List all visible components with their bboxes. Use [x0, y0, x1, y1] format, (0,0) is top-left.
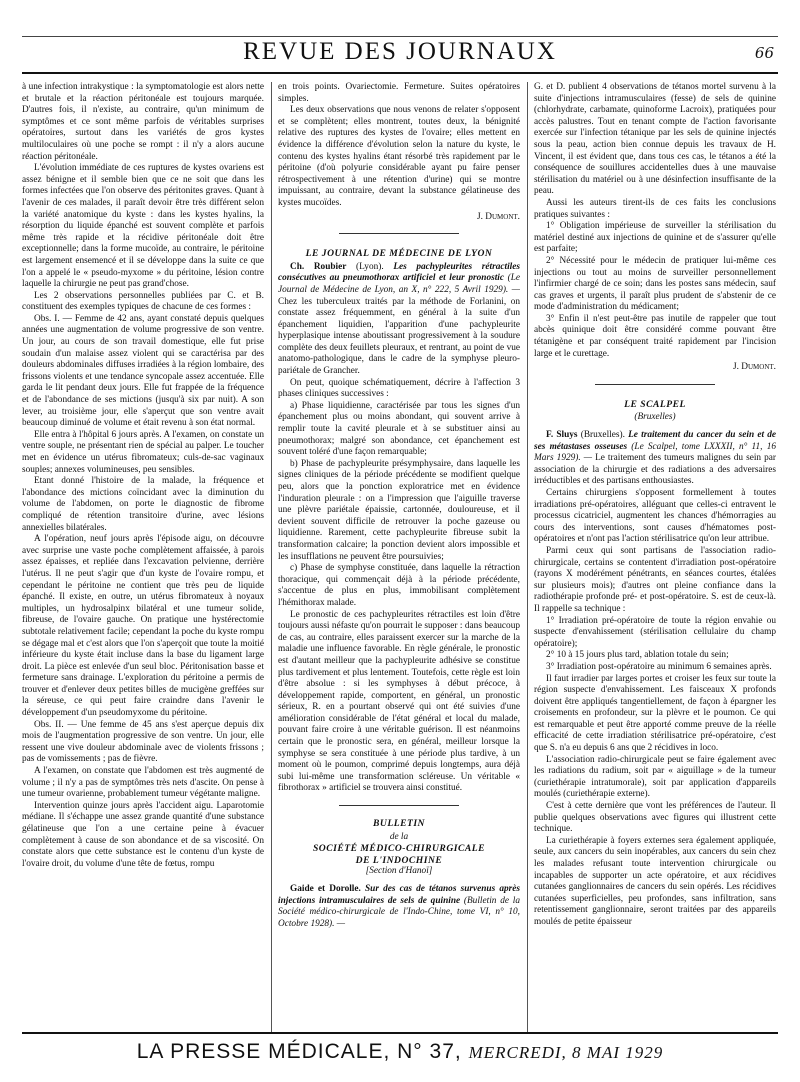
article-author: F. Sluys [546, 430, 578, 441]
paragraph: Certains chirurgiens s'opposent formellement à toutes irradiations pré-opératoires, alléguant que celles-ci entravent le processus cicatriciel, augmentent les chances d'hémorragies au cours des interventions, sont causes d'hématomes post-opératoires et n'ont pas l'action stérilisatrice qu'on leur attribue. [534, 488, 776, 545]
running-title: REVUE DES JOURNAUX [243, 38, 557, 65]
article-columns [22, 82, 778, 1032]
paragraph: Aussi les auteurs tirent-ils de ces faits les conclusions pratiques suivantes : [534, 197, 776, 220]
list-item: 1° Irradiation pré-opératoire de toute la région envahie ou suspecte d'envahissement (stérilisation cellulaire du champ opératoire); [534, 615, 776, 649]
paragraph: Les 2 observations personnelles publiées par C. et B. constituent des exemples typiques de chacune de ces formes : [22, 290, 264, 313]
section-rule [595, 384, 715, 385]
paragraph: Intervention quinze jours après l'accident aigu. Laparotomie médiane. Il s'échappe une assez grande quantité d'une substance gélatineuse que l'on a une certaine peine à évacuer complètement à cause de son abondance et de sa viscosité. On constate alors que cette substance est le contenu d'un kyste de l'ovaire droit, du volume d'une tête de fœtus, rompu [22, 800, 264, 869]
section-rule [339, 805, 459, 806]
paragraph: c) Phase de symphyse constituée, dans laquelle la rétraction thoracique, qui commençait déjà à la période précédente, s'accentue de plus en plus, immobilisant complètement l'hémithorax malade. [278, 563, 520, 608]
column-divider [527, 82, 528, 1032]
article-abstract [534, 430, 776, 488]
section-title-line: de la [389, 831, 409, 842]
article-title: Sur des cas de tétanos survenus après injections intramusculaires de sels de quinine [278, 884, 520, 906]
list-item: 1° Obligation impérieuse de surveiller la stérilisation du matériel destiné aux injections de quinine et de s'assurer qu'elle est parfaite; [534, 221, 776, 255]
paragraph: G. et D. publient 4 observations de tétanos mortel survenu à la suite d'injections intramusculaires (fesse) de sels de quinine (chlorhydrate, carbamate, quinoforme Lacroix), pratiquées pour accès palustres. Tout en tenant compte de l'action favorisante exercée sur l'infection tétanique par les sels de quinine injectés sous la peau, action bien connue depuis les travaux de H. Vincent, il est évident que, dans tous ces cas, le tétanos a été la conséquence de souillures accidentelles dues à une mauvaise stérilisation du matériel ou à une désinfection insuffisante de la peau. [534, 82, 776, 197]
issue-date: MERCREDI, 8 MAI 1929 [468, 1043, 664, 1062]
article-author: Gaide et Dorolle. [290, 884, 361, 894]
list-item: 3° Enfin il n'est peut-être pas inutile de rappeler que tout abcès quinique doit être considéré comme pouvant être tétanigène et par conséquent traité rapidement par l'incision large et le curettage. [534, 313, 776, 359]
page-footer [22, 1032, 778, 1068]
column-3 [534, 82, 776, 1032]
paragraph: Il faut irradier par larges portes et croiser les feux sur toute la région suspecte d'envahissement. Les faisceaux X profonds doivent être appliqués tangentiellement, de façon à épargner les croisements en profondeur, sur la plèvre et le poumon. Ce qui est remarquable et peut être apporté comme preuve de la réelle efficacité de cette irradiation stérilisatrice pré-opératoire, c'est que S. n'a eu depuis 6 ans que 2 récidives in loco. [534, 673, 776, 754]
article-author: Ch. Roubier [290, 261, 347, 272]
section-title: LE SCALPEL [624, 398, 686, 410]
signature: J. Dumont. [733, 362, 776, 373]
paragraph: A l'examen, on constate que l'abdomen est très augmenté de volume ; il n'y a pas de symptômes très nets d'ascite. On pense à une tumeur ovarienne, probablement tumeur végétante maligne. [22, 766, 264, 800]
paragraph: Obs. I. — Femme de 42 ans, ayant constaté depuis quelques années une augmentation de volume progressive de son ventre. Un jour, au cours de son travail domestique, elle fut prise soudain d'un malaise assez violent qui se caractérisa par des douleurs abdominales diffuses irradiées à la région lombaire, des frissons violents et une tendance syncopale assez accentuée. Elle garda le lit pendant deux jours. Elle fut frappée de la fréquence et de l'abondance de ses mictions (jusqu'à six par nuit). A son lever, au troisième jour, elle s'aperçut que son ventre avait beaucoup diminué de volume et était revenu à son état normal. [22, 313, 264, 429]
article-location: (Bruxelles). [577, 430, 629, 441]
paragraph: b) Phase de pachypleurite présymphysaire, dans laquelle les signes cliniques de la période précédente se modifient quelque peu, alors que la ponction exploratrice met en évidence l'induration pleurale : on a l'impression que l'aiguille traverse une plèvre pariétale épaissie, cartonnée, douloureuse, et il devient souvent difficile de retrouver la poche gazeuse ou liquidienne. Rarement, cette pachypleurite fibreuse subit la transformation calcaire; la ponction devient alors impossible et les insufflations ne peuvent être poursuivies; [278, 458, 520, 562]
article-text: Le traitement des tumeurs malignes du sein par association de la chirurgie et des radiations a des adversaires irréductibles et des partisans enthousiastes. [534, 453, 776, 487]
paragraph: L'évolution immédiate de ces ruptures de kystes ovariens est assez bénigne et il semble bien que ce ne soit que dans les formes infectées que l'on observe des péritonites graves. Quant à l'avenir de ces malades, il paraît devoir être très différent selon la variété anatomique du kyste : dans les kystes hyalins, la résorption du liquide épanché est souvent complète et parfois même très rapide et la récidive péritonéale doit être exceptionnelle; dans la forme mucoïde, au contraire, le péritoine est largement ensemencé et il se développe dans la suite ce que l'on a appelé le « pseudo-myxome » du péritoine, lésion contre laquelle la chirurgie ne peut pas grand'chose. [22, 163, 264, 290]
paragraph: Les deux observations que nous venons de relater s'opposent et se complètent; elles montrent, toutes deux, la bénignité relative des ruptures des kystes de l'ovaire; elles mettent en évidence la différence d'évolution selon la nature du kyste, le contenu des kystes hyalins étant résorbé très rapidement par le péritoine (d'où polyurie considérable ayant pu faire penser rétrospectivement à une rétention d'urine) qui se montre impuissant, au contraire, devant la substance gélatineuse des kystes mucoïdes. [278, 105, 520, 208]
paragraph: L'association radio-chirurgicale peut se faire également avec les radiations du radium, soit par « aiguillage » de la tumeur (curiethérapie intratumorale), soit par application d'appareils moulés (curiethérapie externe). [534, 754, 776, 800]
paragraph: à une infection intrakystique : la symptomatologie est alors nette et brutale et la réaction péritonéale est toujours marquée. D'autres fois, il n'existe, au contraire, qu'un minimum de symptômes et ce sont même parfois de véritables surprises opératoires, surtout dans les variétés de gros kystes multiloculaires où une poche se rompt : il n'y a alors aucune réaction péritonéale. [22, 82, 264, 162]
paragraph: Etant donné l'histoire de la malade, la fréquence et l'abondance des mictions coïncidant avec la diminution du volume de l'abdomen, on porte le diagnostic de fibrome compliqué de rétention transitoire d'urine, avec lésions annexielles bilatérales. [22, 476, 264, 533]
column-1 [22, 82, 264, 1032]
paragraph: Obs. II. — Une femme de 45 ans s'est aperçue depuis dix mois de l'augmentation progressive de son ventre. Un jour, elle ressent une vive douleur abdominale avec de violents frissons ; pas de vomissements ; pas de fièvre. [22, 719, 264, 765]
paragraph: La curiethérapie à foyers externes sera également appliquée, seule, aux cancers du sein inopérables, aux cancers du sein chez les malades refusant toute intervention chirurgicale ou incapables de supporter un acte opératoire, et aux récidives cutanées ganglionnaires de cancers du sein opérés. Les récidives cutanées superficielles, peu profondes, sans infiltration, sans retentissement ganglionnaire, seront traitées par des appareils moulés de petite épaisseur [534, 835, 776, 927]
section-title-line: DE L'INDOCHINE [355, 854, 443, 866]
section-subtitle: [Section d'Hanoï] [365, 866, 433, 877]
header-top-rule [22, 36, 778, 37]
list-item: 3° Irradiation post-opératoire au minimum 6 semaines après. [546, 661, 772, 672]
paragraph: en trois points. Ovariectomie. Fermeture. Suites opératoires simples. [278, 82, 520, 104]
article-title: Le traitement du cancer du sein et de ses métastases osseuses [534, 430, 776, 452]
article-text: Chez les tuberculeux traités par la méthode de Forlanini, on constate assez fréquemment, en général à la suite d'un épanchement liquidien, l'apparition d'une pachypleurite hyperplasique intense aboutissant progressivement à la soudure complète des deux feuillets pleuraux, et rentrant, au point de vue anatomo-pathologique, dans le cadre de la symphyse pleuro-pariétale de Grancher. [278, 296, 520, 377]
section-title-line: BULLETIN [373, 818, 425, 830]
journal-imprint [22, 1040, 778, 1064]
paragraph: A l'opération, neuf jours après l'épisode aigu, on découvre avec surprise une vaste poche complètement affaissée, à parois assez épaisses, et repliée dans l'excavation pelvienne, derrière l'utérus. Il ne peut s'agir que d'un kyste de l'ovaire rompu, et cependant le péritoine ne contient que très peu de liquide épanché. Il existe, en outre, un utérus fibromateux à noyaux multiples, un hydrosalpinx bilatéral et une tumeur solide, fibreuse, de l'ovaire gauche. On pratique une hystérectomie subtotale relativement facile; cependant la poche du kyste rompu se dégage mal et c'est alors que l'on s'aperçoit que toute la moitié inférieure du kyste était incluse dans la base du ligament large droit. La pièce est enlevée d'un seul bloc. Péritonisation basse et fermeture sans drainage. L'exploration du péritoine a permis de trouver et d'enlever deux petites billes de mucigène greffées sur la séreuse, ce qui peut faire craindre dans l'avenir le développement d'un pseudomyxome du péritoine. [22, 534, 264, 719]
paragraph: a) Phase liquidienne, caractérisée par tous les signes d'un épanchement plus ou moins abondant, qui souvent arrive à remplir toute la cavité pleurale et à se substituer ainsi au pneumothorax; malgré son abondance, cet épanchement est souvent toléré d'une façon remarquable; [278, 400, 520, 458]
paragraph: Parmi ceux qui sont partisans de l'association radio-chirurgicale, certains se contentent d'irradiation post-opératoire (rayons X modérément pénétrants, en séances courtes, étalées sur plusieurs mois); d'autres ont pleine confiance dans la radiothérapie profonde pré- et post-opératoire. S. est de ceux-là. Il rappelle sa technique : [534, 545, 776, 614]
article-title: Les pachypleurites rétractiles consécutives au pneumothorax artificiel et leur pronostic [278, 261, 520, 284]
paragraph: On peut, quoique schématiquement, décrire à l'affection 3 phases cliniques successives : [278, 377, 520, 400]
page-number: 66 [754, 44, 774, 62]
section-title-line: SOCIÉTÉ MÉDICO-CHIRURGICALE [312, 843, 486, 855]
signature: J. Dumont. [477, 211, 520, 222]
page-header [22, 28, 778, 74]
section-title: LE JOURNAL DE MÉDECINE DE LYON [305, 248, 493, 260]
article-location: (Lyon). [346, 261, 394, 272]
paragraph: C'est à cette dernière que vont les préférences de l'auteur. Il publie quelques observations avec figures qui illustrent cette technique. [534, 801, 776, 835]
journal-name: LA PRESSE MÉDICALE, N° 37, [136, 1040, 462, 1063]
article-abstract [278, 884, 520, 930]
column-2 [278, 82, 520, 1032]
article-abstract [278, 262, 520, 378]
section-rule [339, 233, 459, 234]
paragraph: Le pronostic de ces pachypleurites rétractiles est loin d'être toujours aussi néfaste qu'on pourrait le supposer : dans beaucoup de cas, au contraire, elles paraissent exercer sur la marche de la maladie une influence favorable. En règle générale, le pronostic est d'autant meilleur que la pachypleurite adhésive se constitue plus tardivement et plus lentement. Toutefois, cette règle est loin d'être absolue : si les symphyses à début précoce, à développement rapide, comportent, en général, un pronostic sérieux, R. en a pourtant observé qui ont été suivies d'une amélioration considérable de l'état général et local du malade, pouvant faire croire à une véritable guérison. Il est néanmoins certain que le pronostic sera, en général, meilleur lorsque la symphyse se sera constituée à une période plus tardive, à un moment où le poumon, comprimé depuis longtemps, aura déjà subi lui-même une transformation scléreuse. Un véritable « fibrothorax » artificiel se trouvera ainsi constitué. [278, 609, 520, 794]
article-reference: (Le Scalpel, tome LXXXII, n° 11, 16 Mars 1929). — [534, 441, 776, 464]
paragraph: Elle entra à l'hôpital 6 jours après. A l'examen, on constate un ventre souple, ne présentant rien de spécial au palper. Le toucher met en évidence un utérus fibromateux; culs-de-sac vaginaux souples; annexes volumineuses, peu sensibles. [22, 429, 264, 475]
list-item: 2° Nécessité pour le médecin de pratiquer lui-même ces injections ou tout au moins de surveiller personnellement l'infirmier chargé de ce soin; dans les postes sans médecin, sauf cas graves et urgents, il paraît plus prudent de s'abstenir de ce mode d'administration du médicament; [534, 255, 776, 313]
list-item: 2° 10 à 15 jours plus tard, ablation totale du sein; [546, 650, 729, 661]
column-divider [271, 82, 272, 1032]
article-reference: (Le Journal de Médecine de Lyon, an X, n° 222, 5 Avril 1929). — [278, 273, 520, 295]
article-reference: (Bulletin de la Société médico-chirurgicale de l'Indo-Chine, tome VI, n° 10, Octobre 1928). — [278, 895, 520, 929]
section-subtitle: (Bruxelles) [634, 412, 676, 423]
